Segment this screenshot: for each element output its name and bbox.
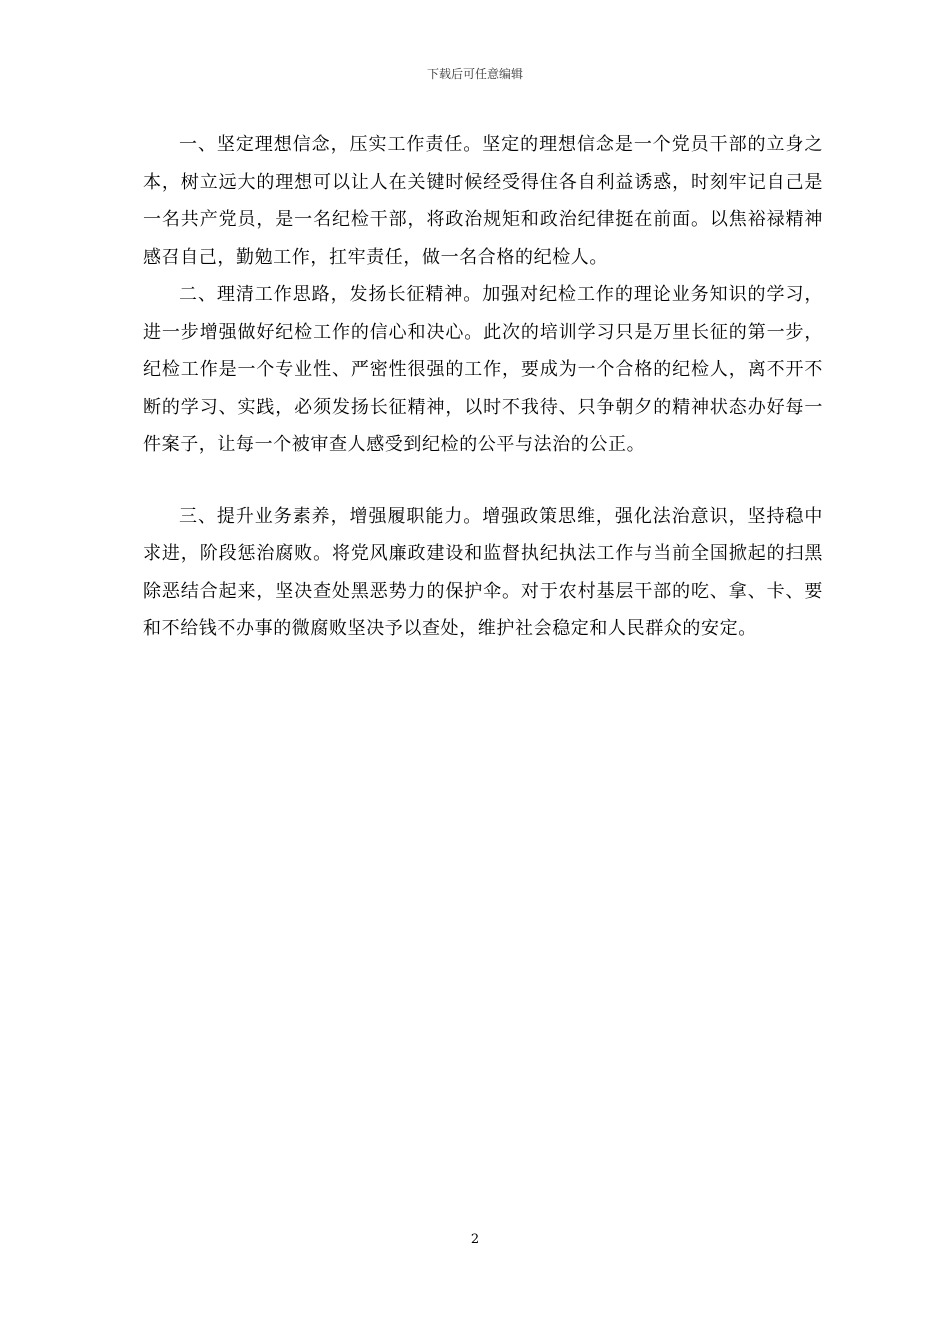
paragraph-2: 二、理清工作思路，发扬长征精神。加强对纪检工作的理论业务知识的学习，进一步增强做好纪检工作的信心和决心。此次的培训学习只是万里长征的第一步，纪检工作是一个专业性、严密性很强的工作，要成为一个合格的纪检人，离不开不断的学习、实践，必须发扬长征精神，以时不我待、只争朝夕的精神状态办好每一件案子，让每一个被审查人感受到纪检的公平与法治的公正。 <box>143 284 823 455</box>
paragraph-1: 一、坚定理想信念，压实工作责任。坚定的理想信念是一个党员干部的立身之本，树立远大的理想可以让人在关键时候经受得住各自利益诱惑，时刻牢记自己是一名共产党员，是一名纪检干部，将政治规矩和政治纪律挺在前面。以焦裕禄精神感召自己，勤勉工作，扛牢责任，做一名合格的纪检人。 <box>143 134 823 268</box>
page-header: 下载后可任意编辑 <box>426 67 523 81</box>
page-number: 2 <box>470 1232 480 1247</box>
paragraph-3: 三、提升业务素养，增强履职能力。增强政策思维，强化法治意识，坚持稳中求进，阶段惩治腐败。将党风廉政建设和监督执纪执法工作与当前全国掀起的扫黑除恶结合起来，坚决查处黑恶势力的保护伞。对于农村基层干部的吃、拿、卡、要和不给钱不办事的微腐败坚决予以查处，维护社会稳定和人民群众的安定。 <box>143 505 823 639</box>
document-body <box>143 126 823 648</box>
